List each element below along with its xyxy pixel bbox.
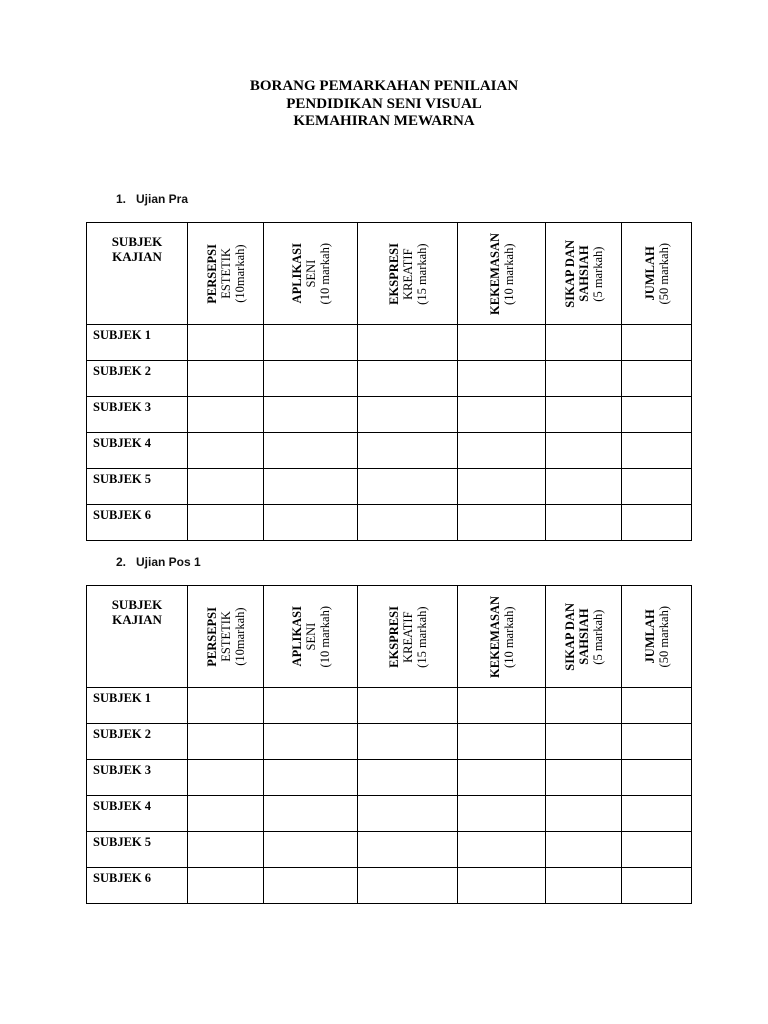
score-table-ujian-pra: [86, 222, 692, 541]
column-header-line: JUMLAH: [642, 246, 657, 301]
table-row: [87, 832, 692, 868]
column-header-line: SAHSIAH: [576, 608, 591, 665]
column-header-line: EKSPRESI: [386, 242, 401, 305]
score-cell[interactable]: [622, 505, 692, 541]
score-cell[interactable]: [264, 361, 358, 397]
score-cell[interactable]: [264, 433, 358, 469]
row-label-subjek: SUBJEK 1: [87, 325, 188, 361]
column-header-line: (10 markah): [501, 605, 516, 668]
score-cell[interactable]: [458, 724, 546, 760]
column-header-line: SENI: [303, 622, 318, 651]
subject-header-line: SUBJEK: [111, 234, 163, 249]
score-cell[interactable]: [188, 868, 264, 904]
score-cell[interactable]: [622, 469, 692, 505]
section-number: 1.: [116, 192, 127, 206]
score-cell[interactable]: [358, 361, 458, 397]
subject-header-line: KAJIAN: [112, 612, 162, 627]
column-header-line: (15 markah): [414, 605, 429, 668]
column-header-line: KEKEMASAN: [487, 595, 502, 678]
score-cell[interactable]: [546, 760, 622, 796]
score-cell[interactable]: [458, 688, 546, 724]
score-cell[interactable]: [546, 868, 622, 904]
column-header-line: PERSEPSI: [204, 606, 219, 667]
section-label: Ujian Pos 1: [136, 555, 201, 569]
score-cell[interactable]: [546, 505, 622, 541]
row-label-subjek: SUBJEK 1: [87, 688, 188, 724]
document-title: [0, 78, 768, 131]
column-header-line: EKSPRESI: [386, 605, 401, 668]
score-cell[interactable]: [358, 397, 458, 433]
table-row: [87, 688, 692, 724]
score-cell[interactable]: [358, 433, 458, 469]
score-cell[interactable]: [546, 724, 622, 760]
table-row: [87, 325, 692, 361]
score-cell[interactable]: [264, 325, 358, 361]
section-label: Ujian Pra: [136, 192, 189, 206]
score-cell[interactable]: [264, 796, 358, 832]
column-header-line: SIKAP DAN: [562, 602, 577, 671]
column-header-persepsi-estetik: [188, 586, 264, 688]
column-header-jumlah: [622, 586, 692, 688]
row-label-subjek: SUBJEK 2: [87, 361, 188, 397]
subject-header-line: SUBJEK: [111, 597, 163, 612]
score-table-ujian-pos-1: [86, 585, 692, 904]
table-row: [87, 433, 692, 469]
score-cell[interactable]: [622, 397, 692, 433]
row-label-subjek: SUBJEK 4: [87, 433, 188, 469]
row-label-subjek: SUBJEK 6: [87, 868, 188, 904]
score-cell[interactable]: [188, 688, 264, 724]
score-cell[interactable]: [264, 832, 358, 868]
score-cell[interactable]: [458, 361, 546, 397]
score-cell[interactable]: [188, 796, 264, 832]
score-cell[interactable]: [622, 760, 692, 796]
score-cell[interactable]: [546, 361, 622, 397]
score-cell[interactable]: [264, 868, 358, 904]
score-cell[interactable]: [188, 760, 264, 796]
score-cell[interactable]: [546, 325, 622, 361]
score-cell[interactable]: [188, 505, 264, 541]
section-heading-ujian-pos-1: [116, 555, 201, 569]
column-header-line: ESTETIK: [218, 248, 233, 299]
score-cell[interactable]: [622, 832, 692, 868]
column-header-line: KREATIF: [400, 247, 415, 300]
column-header-line: PERSEPSI: [204, 243, 219, 304]
table-header-row: [87, 586, 692, 688]
score-cell[interactable]: [188, 397, 264, 433]
column-header-aplikasi-seni: [264, 223, 358, 325]
column-header-kekemasan: [458, 223, 546, 325]
score-cell[interactable]: [622, 796, 692, 832]
column-header-line: SIKAP DAN: [562, 239, 577, 308]
score-cell[interactable]: [458, 868, 546, 904]
column-header-sikap-dan-sahsiah: [546, 586, 622, 688]
title-line-2: PENDIDIKAN SENI VISUAL: [286, 95, 482, 112]
score-cell[interactable]: [264, 760, 358, 796]
row-label-subjek: SUBJEK 6: [87, 505, 188, 541]
column-header-line: (10markah): [232, 607, 247, 666]
title-line-1: BORANG PEMARKAHAN PENILAIAN: [249, 78, 519, 94]
score-cell[interactable]: [358, 832, 458, 868]
column-header-jumlah: [622, 223, 692, 325]
score-cell[interactable]: [188, 469, 264, 505]
score-cell[interactable]: [546, 433, 622, 469]
column-header-line: (5 markah): [590, 608, 605, 665]
column-header-line: KEKEMASAN: [487, 232, 502, 315]
row-label-subjek: SUBJEK 5: [87, 469, 188, 505]
column-header-line: (10 markah): [317, 605, 332, 668]
table-row: [87, 796, 692, 832]
score-cell[interactable]: [188, 361, 264, 397]
column-header-line: (10 markah): [501, 242, 516, 305]
column-header-line: SAHSIAH: [576, 245, 591, 302]
score-cell[interactable]: [188, 724, 264, 760]
table-row: [87, 724, 692, 760]
score-cell[interactable]: [458, 397, 546, 433]
score-cell[interactable]: [264, 505, 358, 541]
score-cell[interactable]: [622, 724, 692, 760]
column-header-line: (10 markah): [317, 242, 332, 305]
score-cell[interactable]: [546, 688, 622, 724]
table-row: [87, 469, 692, 505]
column-header-kekemasan: [458, 586, 546, 688]
score-cell[interactable]: [458, 796, 546, 832]
section-heading-ujian-pra: [116, 192, 188, 206]
score-cell[interactable]: [358, 505, 458, 541]
score-cell[interactable]: [264, 397, 358, 433]
score-cell[interactable]: [622, 361, 692, 397]
table-row: [87, 397, 692, 433]
score-cell[interactable]: [546, 832, 622, 868]
column-header-line: (50 markah): [656, 242, 671, 305]
score-cell[interactable]: [358, 868, 458, 904]
table-row: [87, 505, 692, 541]
score-cell[interactable]: [458, 469, 546, 505]
column-header-line: APLIKASI: [289, 243, 304, 304]
row-label-subjek: SUBJEK 2: [87, 724, 188, 760]
column-header-line: APLIKASI: [289, 606, 304, 667]
table-row: [87, 868, 692, 904]
column-header-line: (10markah): [232, 244, 247, 303]
subject-column-header: [87, 223, 188, 325]
score-cell[interactable]: [358, 760, 458, 796]
column-header-line: JUMLAH: [642, 609, 657, 664]
score-cell[interactable]: [358, 469, 458, 505]
row-label-subjek: SUBJEK 3: [87, 760, 188, 796]
score-cell[interactable]: [458, 433, 546, 469]
column-header-ekspresi-kreatif: [358, 586, 458, 688]
column-header-sikap-dan-sahsiah: [546, 223, 622, 325]
score-cell[interactable]: [188, 433, 264, 469]
table-header-row: [87, 223, 692, 325]
score-cell[interactable]: [358, 796, 458, 832]
section-number: 2.: [116, 555, 127, 569]
column-header-line: SENI: [303, 259, 318, 288]
title-line-3: KEMAHIRAN MEWARNA: [293, 113, 475, 129]
column-header-persepsi-estetik: [188, 223, 264, 325]
column-header-line: (15 markah): [414, 242, 429, 305]
subject-header-line: KAJIAN: [112, 249, 162, 264]
subject-column-header: [87, 586, 188, 688]
score-cell[interactable]: [546, 397, 622, 433]
score-cell[interactable]: [546, 796, 622, 832]
column-header-line: KREATIF: [400, 610, 415, 663]
score-cell[interactable]: [358, 325, 458, 361]
score-cell[interactable]: [458, 832, 546, 868]
score-cell[interactable]: [622, 688, 692, 724]
score-cell[interactable]: [546, 469, 622, 505]
score-cell[interactable]: [264, 469, 358, 505]
column-header-line: ESTETIK: [218, 611, 233, 662]
table-row: [87, 760, 692, 796]
row-label-subjek: SUBJEK 3: [87, 397, 188, 433]
score-cell[interactable]: [622, 433, 692, 469]
table-row: [87, 361, 692, 397]
score-cell[interactable]: [358, 688, 458, 724]
score-cell[interactable]: [188, 832, 264, 868]
score-cell[interactable]: [264, 724, 358, 760]
column-header-ekspresi-kreatif: [358, 223, 458, 325]
score-cell[interactable]: [188, 325, 264, 361]
column-header-line: (5 markah): [590, 245, 605, 302]
row-label-subjek: SUBJEK 4: [87, 796, 188, 832]
column-header-aplikasi-seni: [264, 586, 358, 688]
score-cell[interactable]: [622, 325, 692, 361]
score-cell[interactable]: [264, 688, 358, 724]
column-header-line: (50 markah): [656, 605, 671, 668]
row-label-subjek: SUBJEK 5: [87, 832, 188, 868]
score-cell[interactable]: [358, 724, 458, 760]
score-cell[interactable]: [622, 868, 692, 904]
score-cell[interactable]: [458, 760, 546, 796]
score-cell[interactable]: [458, 505, 546, 541]
score-cell[interactable]: [458, 325, 546, 361]
